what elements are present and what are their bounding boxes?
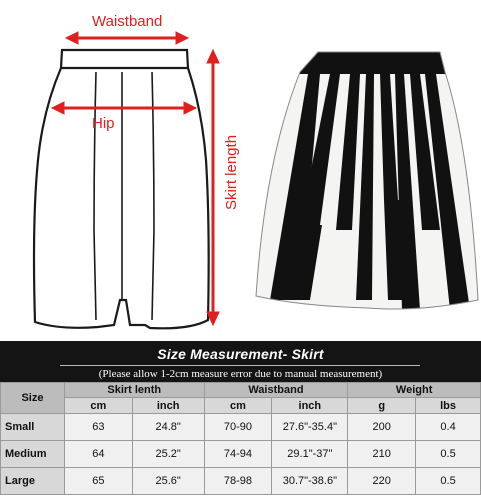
unit-header: cm	[64, 398, 132, 414]
skirt-sketch	[34, 50, 209, 328]
size-table	[0, 382, 481, 495]
table-subtitle: (Please allow 1-2cm measure error due to manual measurement)	[98, 368, 383, 380]
waistband-label: Waistband	[92, 13, 163, 30]
unit-header-row	[1, 398, 481, 414]
table-cell: 70-90	[204, 414, 272, 441]
table-row	[1, 414, 481, 441]
table-cell: 29.1"-37"	[272, 441, 348, 468]
unit-header: cm	[204, 398, 272, 414]
table-cell: 64	[64, 441, 132, 468]
table-cell: 0.5	[416, 441, 481, 468]
table-cell: 25.2"	[132, 441, 204, 468]
table-cell: 25.6"	[132, 468, 204, 495]
waistband-arrow	[66, 32, 188, 44]
group-header-weight: Weight	[348, 383, 481, 398]
table-cell: 63	[64, 414, 132, 441]
title-divider	[60, 365, 420, 366]
table-cell: 210	[348, 441, 416, 468]
group-header-waistband: Waistband	[204, 383, 348, 398]
unit-header: lbs	[416, 398, 481, 414]
table-title-bar	[0, 341, 481, 382]
table-cell: 74-94	[204, 441, 272, 468]
size-name: Large	[1, 468, 65, 495]
table-cell: 27.6"-35.4"	[272, 414, 348, 441]
table-cell: 0.5	[416, 468, 481, 495]
table-cell: 24.8"	[132, 414, 204, 441]
hip-arrow	[52, 102, 196, 114]
unit-header: inch	[132, 398, 204, 414]
table-cell: 65	[64, 468, 132, 495]
size-name: Small	[1, 414, 65, 441]
table-cell: 220	[348, 468, 416, 495]
table-title: Size Measurement- Skirt	[157, 346, 324, 362]
skirt-photo	[256, 52, 478, 310]
table-cell: 200	[348, 414, 416, 441]
group-header-skirt-length: Skirt lenth	[64, 383, 204, 398]
table-cell: 78-98	[204, 468, 272, 495]
table-cell: 0.4	[416, 414, 481, 441]
table-row	[1, 441, 481, 468]
size-name: Medium	[1, 441, 65, 468]
table-row	[1, 468, 481, 495]
size-table-section	[0, 341, 481, 500]
group-header-row	[1, 383, 481, 398]
unit-header: g	[348, 398, 416, 414]
hip-label: Hip	[92, 115, 115, 132]
unit-header: inch	[272, 398, 348, 414]
size-header: Size	[1, 383, 65, 414]
table-cell: 30.7"-38.6"	[272, 468, 348, 495]
skirt-length-label: Skirt length	[223, 134, 240, 210]
